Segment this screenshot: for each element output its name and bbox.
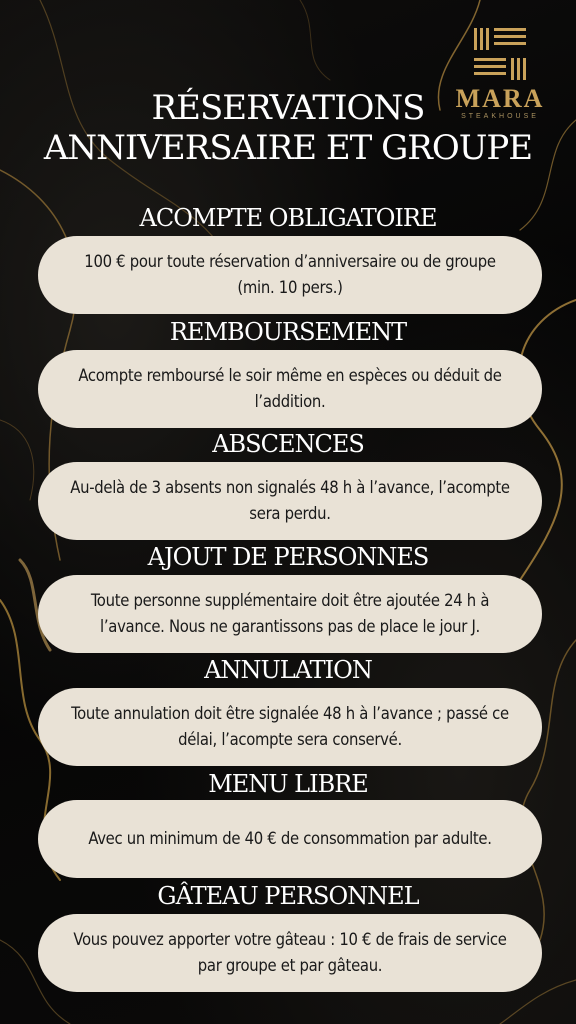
info-pill-menu-libre: Avec un minimum de 40 € de consommation par adulte.	[38, 800, 542, 878]
info-pill-ajout: Toute personne supplémentaire doit être ajoutée 24 h à l’avance. Nous ne garantissons pas de place le jour J.	[38, 575, 542, 653]
section-remboursement	[0, 318, 576, 346]
logo-mark-icon	[470, 24, 530, 84]
section-heading: REMBOURSEMENT	[169, 318, 407, 346]
title-line-1: RÉSERVATIONS	[151, 88, 425, 128]
section-abscences	[0, 430, 576, 458]
section-menu-libre	[0, 770, 576, 798]
brand-tagline: STEAKHOUSE	[461, 113, 539, 120]
section-heading: MENU LIBRE	[208, 770, 368, 798]
section-heading: GÂTEAU PERSONNEL	[157, 882, 419, 910]
section-heading: AJOUT DE PERSONNES	[147, 543, 429, 571]
section-acompte	[0, 204, 576, 232]
info-pill-remboursement: Acompte remboursé le soir même en espèces ou déduit de l’addition.	[38, 350, 542, 428]
info-pill-abscences: Au-delà de 3 absents non signalés 48 h à l’avance, l’acompte sera perdu.	[38, 462, 542, 540]
info-pill-gateau: Vous pouvez apporter votre gâteau : 10 € de frais de service par groupe et par gâteau.	[38, 914, 542, 992]
title-line-2: ANNIVERSAIRE ET GROUPE	[43, 128, 533, 168]
section-heading: ACOMPTE OBLIGATOIRE	[139, 204, 437, 232]
info-pill-annulation: Toute annulation doit être signalée 48 h à l’avance ; passé ce délai, l’acompte sera conservé.	[38, 688, 542, 766]
section-heading: ANNULATION	[204, 656, 372, 684]
section-ajout	[0, 543, 576, 571]
section-heading: ABSCENCES	[212, 430, 364, 458]
brand-name: MARA	[455, 84, 545, 113]
info-pill-acompte: 100 € pour toute réservation d’anniversaire ou de groupe (min. 10 pers.)	[38, 236, 542, 314]
page-title	[0, 84, 576, 168]
section-annulation	[0, 656, 576, 684]
section-gateau	[0, 882, 576, 910]
